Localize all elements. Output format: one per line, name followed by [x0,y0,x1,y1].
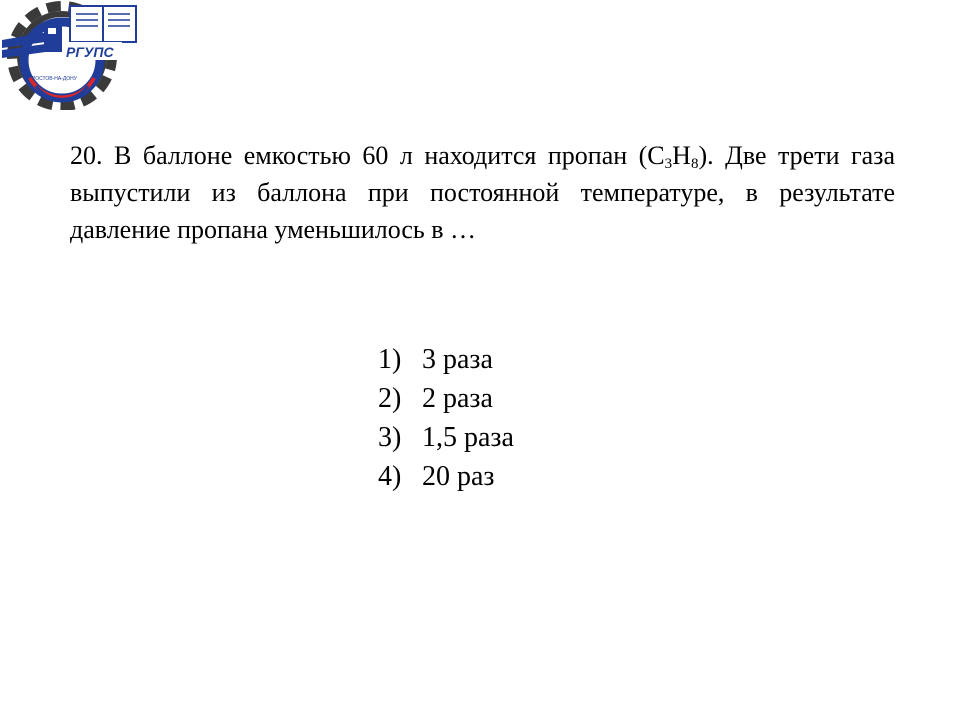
answer-option-1[interactable] [378,340,514,379]
answer-text: 2 раза [422,383,493,414]
university-logo [0,0,140,110]
question-text-start: В баллоне емкостью 60 л находится пропан (C [114,141,665,170]
answer-number: 2) [378,383,402,414]
answer-option-3[interactable] [378,418,514,457]
answer-option-4[interactable] [378,457,514,496]
logo-city-text: РОСТОВ-НА-ДОНУ [32,76,77,82]
answer-number: 4) [378,461,402,492]
answer-list [378,340,514,496]
answer-text: 1,5 раза [422,422,514,453]
answer-number: 1) [378,344,402,375]
answer-text: 3 раза [422,344,493,375]
answer-option-2[interactable] [378,379,514,418]
hydrogen-subscript: 8 [690,155,699,172]
logo-brand-text: РГУПС [66,44,114,60]
answer-text: 20 раз [422,461,495,492]
answer-number: 3) [378,422,402,453]
question-number: 20. [70,141,103,170]
book-icon [70,6,136,42]
question-text [70,137,895,248]
carbon-subscript: 3 [664,155,673,172]
question-text-end: ). Две трети газа выпустили из баллона при постоянной температуре, в результате давление пропана уменьшилось в … [70,141,895,244]
hydrogen-symbol: H [672,141,691,170]
